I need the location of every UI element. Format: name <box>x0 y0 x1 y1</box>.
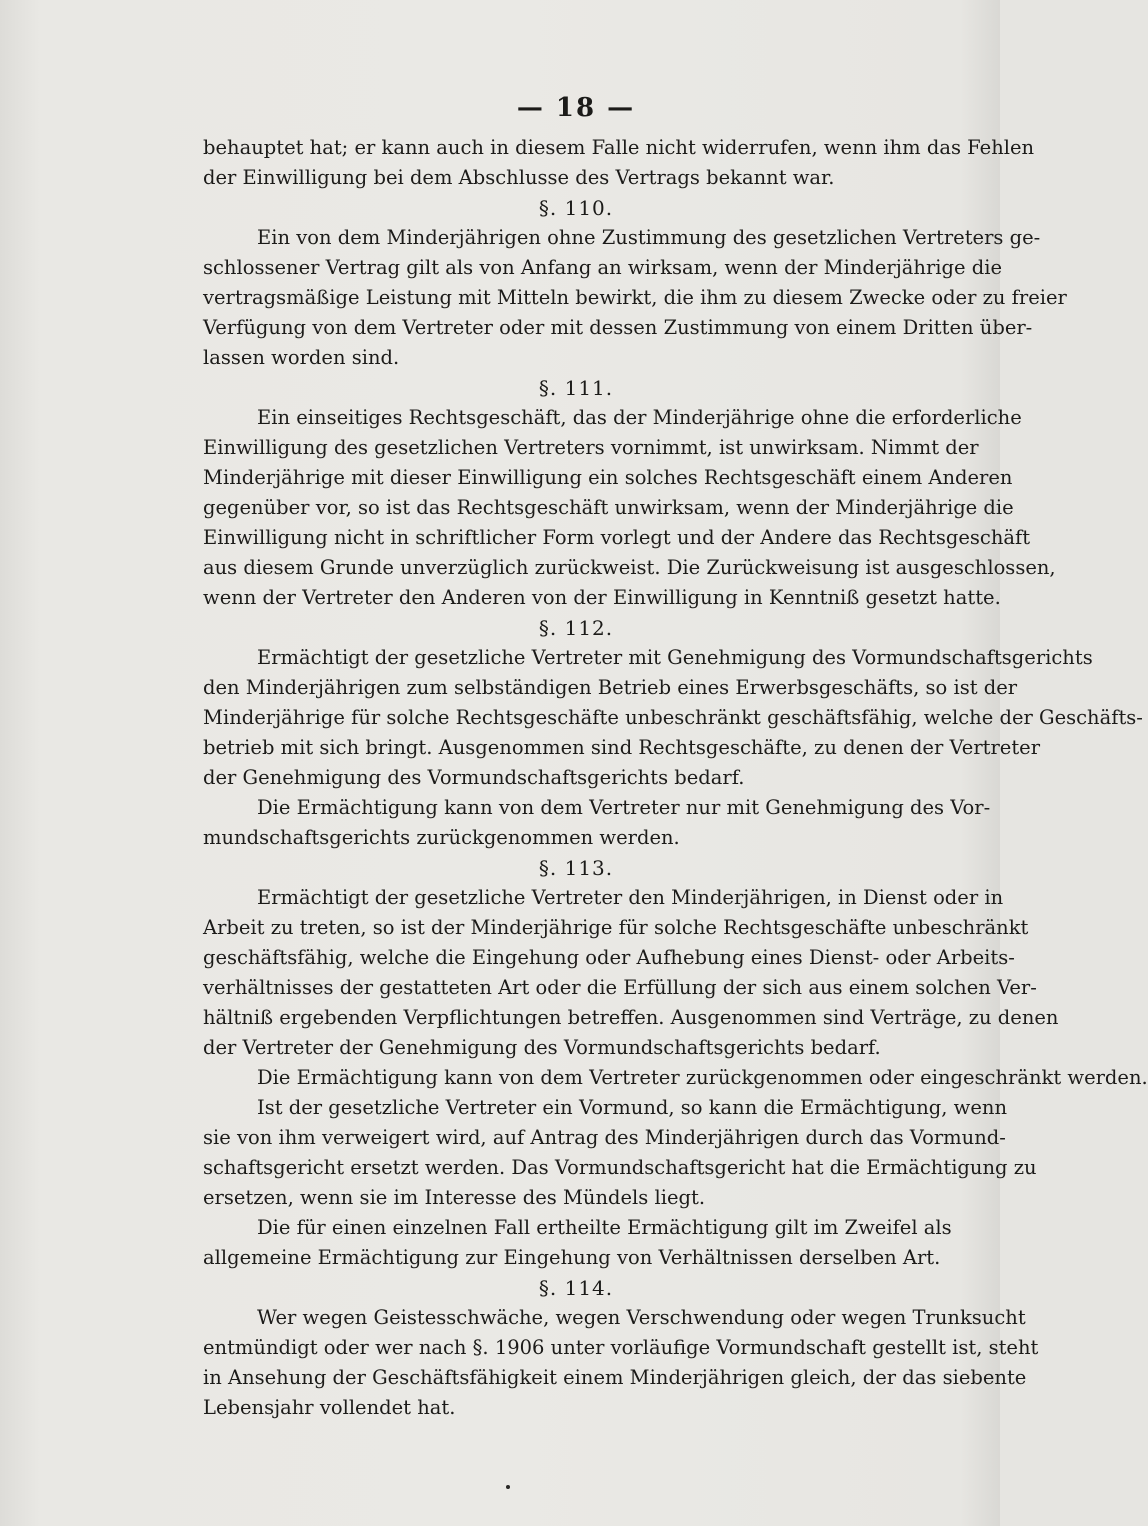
text-line: Die Ermächtigung kann von dem Vertreter zurückgenommen oder eingeschränkt werden. <box>257 1066 1148 1089</box>
text-line: Ein von dem Minderjährigen ohne Zustimmung des gesetzlichen Vertreters ge- <box>257 226 1041 249</box>
text-line: Verfügung von dem Vertreter oder mit dessen Zustimmung von einem Dritten über- <box>203 316 1033 339</box>
section-114-body <box>203 1303 1039 1423</box>
text-line: Wer wegen Geistesschwäche, wegen Verschwendung oder wegen Trunksucht <box>257 1306 1026 1329</box>
text-line: sie von ihm verweigert wird, auf Antrag des Minderjährigen durch das Vormund- <box>203 1126 1006 1149</box>
text-line: in Ansehung der Geschäftsfähigkeit einem Minderjährigen gleich, der das siebente <box>203 1366 1027 1389</box>
text-line: aus diesem Grunde unverzüglich zurückweist. Die Zurückweisung ist ausgeschlossen, <box>203 556 1056 579</box>
section-113-body <box>203 883 1148 1273</box>
text-line: wenn der Vertreter den Anderen von der Einwilligung in Kenntniß gesetzt hatte. <box>203 586 1001 609</box>
text-line: verhältnisses der gestatteten Art oder die Erfüllung der sich aus einem solchen Ver- <box>203 976 1037 999</box>
text-line: Einwilligung nicht in schriftlicher Form vorlegt und der Andere das Rechtsgeschäft <box>203 526 1031 549</box>
text-line: der Einwilligung bei dem Abschlusse des Vertrags bekannt war. <box>203 166 835 189</box>
section-heading-112: §. 112. <box>538 616 614 640</box>
text-line: betrieb mit sich bringt. Ausgenommen sind Rechtsgeschäfte, zu denen der Vertreter <box>203 736 1041 759</box>
text-line: schaftsgericht ersetzt werden. Das Vormundschaftsgericht hat die Ermächtigung zu <box>203 1156 1037 1179</box>
text-column <box>203 86 1148 1423</box>
text-line: Die für einen einzelnen Fall ertheilte Ermächtigung gilt im Zweifel als <box>257 1216 952 1239</box>
continuation-paragraph <box>203 133 1035 193</box>
section-heading-110: §. 110. <box>538 196 614 220</box>
text-line: schlossener Vertrag gilt als von Anfang an wirksam, wenn der Minderjährige die <box>203 256 1002 279</box>
text-line: hältniß ergebenden Verpflichtungen betreffen. Ausgenommen sind Verträge, zu denen <box>203 1006 1059 1029</box>
text-line: entmündigt oder wer nach §. 1906 unter vorläufige Vormundschaft gestellt ist, steht <box>203 1336 1039 1359</box>
text-line: Die Ermächtigung kann von dem Vertreter nur mit Genehmigung des Vor- <box>257 796 991 819</box>
text-line: der Vertreter der Genehmigung des Vormundschaftsgerichts bedarf. <box>203 1036 881 1059</box>
text-line: Minderjährige mit dieser Einwilligung ein solches Rechtsgeschäft einem Anderen <box>203 466 1013 489</box>
text-line: der Genehmigung des Vormundschaftsgerichts bedarf. <box>203 766 745 789</box>
text-line: vertragsmäßige Leistung mit Mitteln bewirkt, die ihm zu diesem Zwecke oder zu freier <box>203 286 1067 309</box>
text-line: lassen worden sind. <box>203 346 400 369</box>
page-number: — 18 — <box>516 93 636 123</box>
text-line: ersetzen, wenn sie im Interesse des Mündels liegt. <box>203 1186 706 1209</box>
section-heading-114: §. 114. <box>538 1276 614 1300</box>
section-110-body <box>203 223 1067 373</box>
text-line: geschäftsfähig, welche die Eingehung oder Aufhebung eines Dienst- oder Arbeits- <box>203 946 1015 969</box>
text-line: Einwilligung des gesetzlichen Vertreters vornimmt, ist unwirksam. Nimmt der <box>203 436 979 459</box>
ink-dot <box>506 1485 510 1489</box>
text-line: Ist der gesetzliche Vertreter ein Vormund, so kann die Ermächtigung, wenn <box>257 1096 1007 1119</box>
text-line: Ermächtigt der gesetzliche Vertreter den Minderjährigen, in Dienst oder in <box>257 886 1004 909</box>
text-line: gegenüber vor, so ist das Rechtsgeschäft unwirksam, wenn der Minderjährige die <box>203 496 1014 519</box>
text-line: behauptet hat; er kann auch in diesem Falle nicht widerrufen, wenn ihm das Fehlen <box>203 136 1035 159</box>
text-line: Arbeit zu treten, so ist der Minderjährige für solche Rechtsgeschäfte unbeschränkt <box>203 916 1029 939</box>
section-111-body <box>203 403 1056 613</box>
section-heading-111: §. 111. <box>538 376 614 400</box>
text-line: mundschaftsgerichts zurückgenommen werden. <box>203 826 680 849</box>
text-line: allgemeine Ermächtigung zur Eingehung von Verhältnissen derselben Art. <box>203 1246 941 1269</box>
text-line: Minderjährige für solche Rechtsgeschäfte unbeschränkt geschäftsfähig, welche der Geschäfts- <box>203 706 1143 729</box>
text-line: Lebensjahr vollendet hat. <box>203 1396 456 1419</box>
text-line: den Minderjährigen zum selbständigen Betrieb eines Erwerbsgeschäfts, so ist der <box>203 676 1018 699</box>
text-line: Ein einseitiges Rechtsgeschäft, das der Minderjährige ohne die erforderliche <box>257 406 1022 429</box>
section-heading-113: §. 113. <box>538 856 614 880</box>
section-112-body <box>203 643 1143 853</box>
text-line: Ermächtigt der gesetzliche Vertreter mit Genehmigung des Vormundschaftsgerichts <box>257 646 1093 669</box>
